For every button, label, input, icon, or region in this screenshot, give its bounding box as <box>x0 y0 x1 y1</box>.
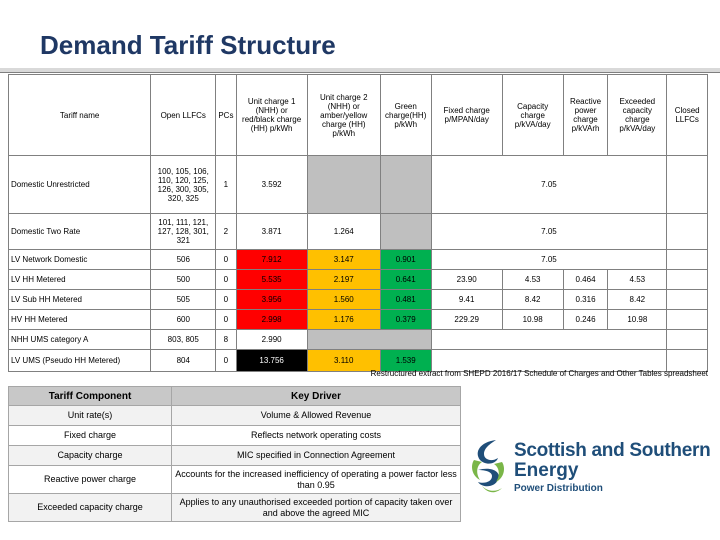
green-cell: 0.379 <box>380 310 431 330</box>
closed-cell <box>667 156 708 214</box>
table-row <box>9 494 461 522</box>
capacity-cell: 4.53 <box>502 270 563 290</box>
fixed-cell: 7.05 <box>431 250 667 270</box>
green-cell <box>380 214 431 250</box>
logo-line-2: Energy <box>514 460 579 481</box>
source-footnote: Restructured extract from SHEPD 2016/17 Schedule of Charges and Other Tables spreadsheet <box>370 369 708 378</box>
table-row <box>9 270 708 290</box>
unit2-cell: 1.264 <box>307 214 380 250</box>
unit2-cell: 3.147 <box>307 250 380 270</box>
driver-cell: Volume & Allowed Revenue <box>172 406 461 426</box>
header-unit-charge-1: Unit charge 1 (NHH) or red/black charge (HH) p/kWh <box>236 75 307 156</box>
pcs-cell: 2 <box>216 214 236 250</box>
closed-cell <box>667 330 708 350</box>
green-cell: 0.901 <box>380 250 431 270</box>
page-title: Demand Tariff Structure <box>40 30 336 60</box>
pcs-cell: 0 <box>216 290 236 310</box>
unit1-cell: 2.998 <box>236 310 307 330</box>
closed-cell <box>667 214 708 250</box>
table-row <box>9 156 708 214</box>
table-row <box>9 290 708 310</box>
component-cell: Capacity charge <box>9 446 172 466</box>
table-row <box>9 330 708 350</box>
unit1-cell: 3.592 <box>236 156 307 214</box>
llfcs-cell: 505 <box>151 290 216 310</box>
logo-line-3: Power Distribution <box>514 483 603 494</box>
header-tariff-name: Tariff name <box>9 75 151 156</box>
pcs-cell: 8 <box>216 330 236 350</box>
fixed-cell <box>431 330 667 350</box>
header-key-driver: Key Driver <box>172 387 461 406</box>
unit1-cell: 7.912 <box>236 250 307 270</box>
header-exceeded-charge: Exceeded capacity charge p/kVA/day <box>608 75 667 156</box>
llfcs-cell: 100, 105, 106, 110, 120, 125, 126, 300, 305, 320, 325 <box>151 156 216 214</box>
table-row <box>9 406 461 426</box>
fixed-cell: 7.05 <box>431 214 667 250</box>
pcs-cell: 0 <box>216 270 236 290</box>
reactive-cell: 0.316 <box>563 290 608 310</box>
tariff-name-cell: Domestic Two Rate <box>9 214 151 250</box>
tariff-name-cell: LV HH Metered <box>9 270 151 290</box>
tariff-name-cell: LV Network Domestic <box>9 250 151 270</box>
header-open-llfcs: Open LLFCs <box>151 75 216 156</box>
unit1-cell: 5.535 <box>236 270 307 290</box>
pcs-cell: 0 <box>216 310 236 330</box>
component-cell: Exceeded capacity charge <box>9 494 172 522</box>
fixed-cell: 23.90 <box>431 270 502 290</box>
header-tariff-component: Tariff Component <box>9 387 172 406</box>
reactive-cell: 0.246 <box>563 310 608 330</box>
header-fixed-charge: Fixed charge p/MPAN/day <box>431 75 502 156</box>
tariff-table-header-row <box>9 75 708 156</box>
driver-cell: Applies to any unauthorised exceeded portion of capacity taken over and above the agreed MIC <box>172 494 461 522</box>
logo-line-1: Scottish and Southern <box>514 440 711 461</box>
unit2-cell: 1.560 <box>307 290 380 310</box>
unit1-cell: 13.756 <box>236 350 307 372</box>
closed-cell <box>667 290 708 310</box>
component-cell: Fixed charge <box>9 426 172 446</box>
title-divider-line <box>0 72 720 73</box>
llfcs-cell: 101, 111, 121, 127, 128, 301, 321 <box>151 214 216 250</box>
green-cell: 0.481 <box>380 290 431 310</box>
driver-cell: Reflects network operating costs <box>172 426 461 446</box>
unit2-cell: 2.197 <box>307 270 380 290</box>
company-logo <box>468 436 718 506</box>
green-cell <box>380 156 431 214</box>
llfcs-cell: 500 <box>151 270 216 290</box>
swirl-logo-icon <box>468 436 508 502</box>
unit1-cell: 2.990 <box>236 330 307 350</box>
driver-cell: MIC specified in Connection Agreement <box>172 446 461 466</box>
tariff-name-cell: LV UMS (Pseudo HH Metered) <box>9 350 151 372</box>
unit2-cell <box>307 330 431 350</box>
component-cell: Reactive power charge <box>9 466 172 494</box>
key-driver-header-row <box>9 387 461 406</box>
exceeded-cell: 8.42 <box>608 290 667 310</box>
closed-cell <box>667 310 708 330</box>
table-row <box>9 426 461 446</box>
tariff-name-cell: HV HH Metered <box>9 310 151 330</box>
tariff-name-cell: LV Sub HH Metered <box>9 290 151 310</box>
tariff-table <box>8 74 708 372</box>
capacity-cell: 10.98 <box>502 310 563 330</box>
fixed-cell: 229.29 <box>431 310 502 330</box>
table-row <box>9 310 708 330</box>
fixed-cell: 9.41 <box>431 290 502 310</box>
closed-cell <box>667 250 708 270</box>
fixed-cell: 7.05 <box>431 156 667 214</box>
exceeded-cell: 10.98 <box>608 310 667 330</box>
green-cell: 1.539 <box>380 350 431 372</box>
table-row <box>9 466 461 494</box>
unit2-cell: 1.176 <box>307 310 380 330</box>
unit2-cell: 3.110 <box>307 350 380 372</box>
header-pcs: PCs <box>216 75 236 156</box>
table-row <box>9 214 708 250</box>
header-green-charge: Green charge(HH) p/kWh <box>380 75 431 156</box>
unit1-cell: 3.871 <box>236 214 307 250</box>
header-reactive-charge: Reactive power charge p/kVArh <box>563 75 608 156</box>
pcs-cell: 1 <box>216 156 236 214</box>
llfcs-cell: 804 <box>151 350 216 372</box>
driver-cell: Accounts for the increased inefficiency of operating a power factor less than 0.95 <box>172 466 461 494</box>
component-cell: Unit rate(s) <box>9 406 172 426</box>
llfcs-cell: 600 <box>151 310 216 330</box>
table-row <box>9 250 708 270</box>
table-row <box>9 446 461 466</box>
reactive-cell: 0.464 <box>563 270 608 290</box>
exceeded-cell: 4.53 <box>608 270 667 290</box>
pcs-cell: 0 <box>216 250 236 270</box>
llfcs-cell: 506 <box>151 250 216 270</box>
pcs-cell: 0 <box>216 350 236 372</box>
closed-cell <box>667 270 708 290</box>
header-closed-llfcs: Closed LLFCs <box>667 75 708 156</box>
key-driver-table <box>8 386 461 522</box>
tariff-name-cell: NHH UMS category A <box>9 330 151 350</box>
unit2-cell <box>307 156 380 214</box>
header-unit-charge-2: Unit charge 2 (NHH) or amber/yellow charge (HH) p/kWh <box>307 75 380 156</box>
capacity-cell: 8.42 <box>502 290 563 310</box>
tariff-name-cell: Domestic Unrestricted <box>9 156 151 214</box>
header-capacity-charge: Capacity charge p/kVA/day <box>502 75 563 156</box>
green-cell: 0.641 <box>380 270 431 290</box>
llfcs-cell: 803, 805 <box>151 330 216 350</box>
unit1-cell: 3.956 <box>236 290 307 310</box>
